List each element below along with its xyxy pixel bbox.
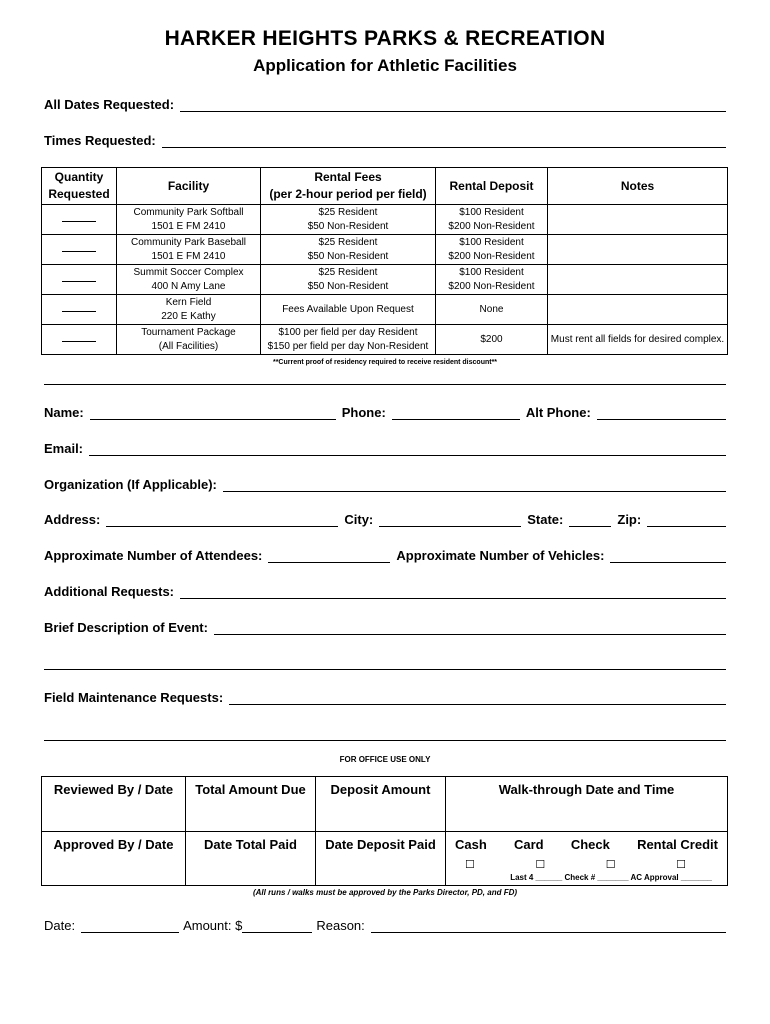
fee-cell: Fees Available Upon Request [261,295,436,325]
deposit-cell: $100 Resident $200 Non-Resident [436,235,548,265]
name-label: Name: [44,405,84,420]
attendees-field[interactable] [268,548,390,563]
ac-approval-field[interactable]: AC Approval _______ [630,873,712,882]
cash-label: Cash [455,837,487,852]
quantity-cell[interactable] [42,265,117,295]
rental-credit-checkbox[interactable]: ☐ [676,859,686,871]
maintenance-label: Field Maintenance Requests: [44,690,224,705]
maintenance-field[interactable] [229,690,726,705]
zip-label: Zip: [617,512,642,527]
note-cell [548,265,728,295]
payment-method-cell [446,832,728,886]
vehicles-label: Approximate Number of Vehicles: [396,548,605,563]
address-row [44,512,726,527]
note-cell [548,205,728,235]
reviewed-cell: Reviewed By / Date [42,777,186,832]
approval-note: (All runs / walks must be approved by the Parks Director, PD, and FD) [252,888,518,897]
check-number-field[interactable]: Check # _______ [564,873,629,882]
divider [44,384,726,385]
quantity-cell[interactable] [42,295,117,325]
note-cell: Must rent all fields for desired complex. [548,325,728,355]
email-label: Email: [44,441,84,456]
facility-cell: Tournament Package (All Facilities) [117,325,261,355]
reason-field[interactable] [371,918,726,933]
phone-field[interactable] [392,405,520,420]
city-label: City: [344,512,374,527]
maintenance-row [44,690,726,705]
total-paid-cell: Date Total Paid [186,832,316,886]
date-field[interactable] [81,918,179,933]
attendees-row [44,548,726,563]
facility-cell: Community Park Softball 1501 E FM 2410 [117,205,261,235]
table-row [42,205,728,235]
vehicles-field[interactable] [610,548,726,563]
org-row [44,477,726,492]
address-label: Address: [44,512,101,527]
last4-field[interactable]: Last 4 ______ [510,873,563,882]
rental-fees-table [41,167,728,355]
office-use-label: FOR OFFICE USE ONLY [339,755,431,764]
fee-cell: $25 Resident $50 Non-Resident [261,235,436,265]
state-field[interactable] [569,512,611,527]
date-label: Date: [44,918,76,933]
fee-cell: $25 Resident $50 Non-Resident [261,205,436,235]
org-field[interactable] [223,477,726,492]
facility-header: Facility [117,168,261,205]
city-field[interactable] [379,512,521,527]
note-cell [548,295,728,325]
rental-credit-label: Rental Credit [637,837,718,852]
fee-cell: $100 per field per day Resident $150 per field per day Non-Resident [261,325,436,355]
dates-field[interactable] [180,97,726,112]
fees-header-row [42,168,728,205]
facility-cell: Summit Soccer Complex 400 N Amy Lane [117,265,261,295]
payment-details [447,873,726,882]
quantity-cell[interactable] [42,235,117,265]
table-row [42,295,728,325]
address-field[interactable] [106,512,338,527]
check-checkbox[interactable]: ☐ [605,859,616,871]
description-field[interactable] [214,620,726,635]
zip-field[interactable] [647,512,726,527]
dates-label: All Dates Requested: [44,97,175,112]
additional-field[interactable] [180,584,726,599]
table-row [42,235,728,265]
form-subtitle: Application for Athletic Facilities [253,56,517,75]
times-label: Times Requested: [44,133,156,148]
reason-label: Reason: [316,918,365,933]
quantity-cell[interactable] [42,205,117,235]
description-line-2[interactable] [44,669,726,670]
notes-header: Notes [548,168,728,205]
deposit-header: Rental Deposit [436,168,548,205]
facility-cell: Community Park Baseball 1501 E FM 2410 [117,235,261,265]
name-field[interactable] [90,405,336,420]
state-label: State: [527,512,564,527]
approved-cell: Approved By / Date [42,832,186,886]
footer-row [44,918,726,933]
org-label: Organization (If Applicable): [44,477,217,492]
check-label: Check [570,837,610,852]
deposit-cell: $100 Resident $200 Non-Resident [436,205,548,235]
card-checkbox[interactable]: ☐ [535,859,546,871]
deposit-cell: $100 Resident $200 Non-Resident [436,265,548,295]
additional-row [44,584,726,599]
phone-label: Phone: [341,405,386,420]
times-row [44,133,726,148]
fee-cell: $25 Resident $50 Non-Resident [261,265,436,295]
additional-label: Additional Requests: [44,584,175,599]
quantity-cell[interactable] [42,325,117,355]
fees-header: Rental Fees (per 2-hour period per field) [261,168,436,205]
residency-note: **Current proof of residency required to receive resident discount** [272,359,498,366]
total-due-cell: Total Amount Due [186,777,316,832]
email-field[interactable] [89,441,726,456]
times-field[interactable] [162,133,726,148]
table-row [42,265,728,295]
table-row [42,325,728,355]
maintenance-line-2[interactable] [44,740,726,741]
email-row [44,441,726,456]
deposit-cell: $200 [436,325,548,355]
amount-label: Amount: $ [183,918,243,933]
deposit-cell: None [436,295,548,325]
facility-cell: Kern Field 220 E Kathy [117,295,261,325]
deposit-amount-cell: Deposit Amount [316,777,446,832]
card-label: Card [514,837,544,852]
cash-checkbox[interactable]: ☐ [465,859,475,871]
quantity-header: Quantity Requested [42,168,117,205]
amount-field[interactable] [242,918,312,933]
office-use-table [41,776,728,886]
name-row [44,405,726,420]
description-label: Brief Description of Event: [44,620,208,635]
attendees-label: Approximate Number of Attendees: [44,548,263,563]
deposit-paid-cell: Date Deposit Paid [316,832,446,886]
alt-phone-label: Alt Phone: [525,405,591,420]
dates-row [44,97,726,112]
note-cell [548,235,728,265]
form-title: HARKER HEIGHTS PARKS & RECREATION [164,27,606,50]
alt-phone-field[interactable] [597,405,726,420]
description-row [44,620,726,635]
walkthrough-cell: Walk-through Date and Time [446,777,728,832]
